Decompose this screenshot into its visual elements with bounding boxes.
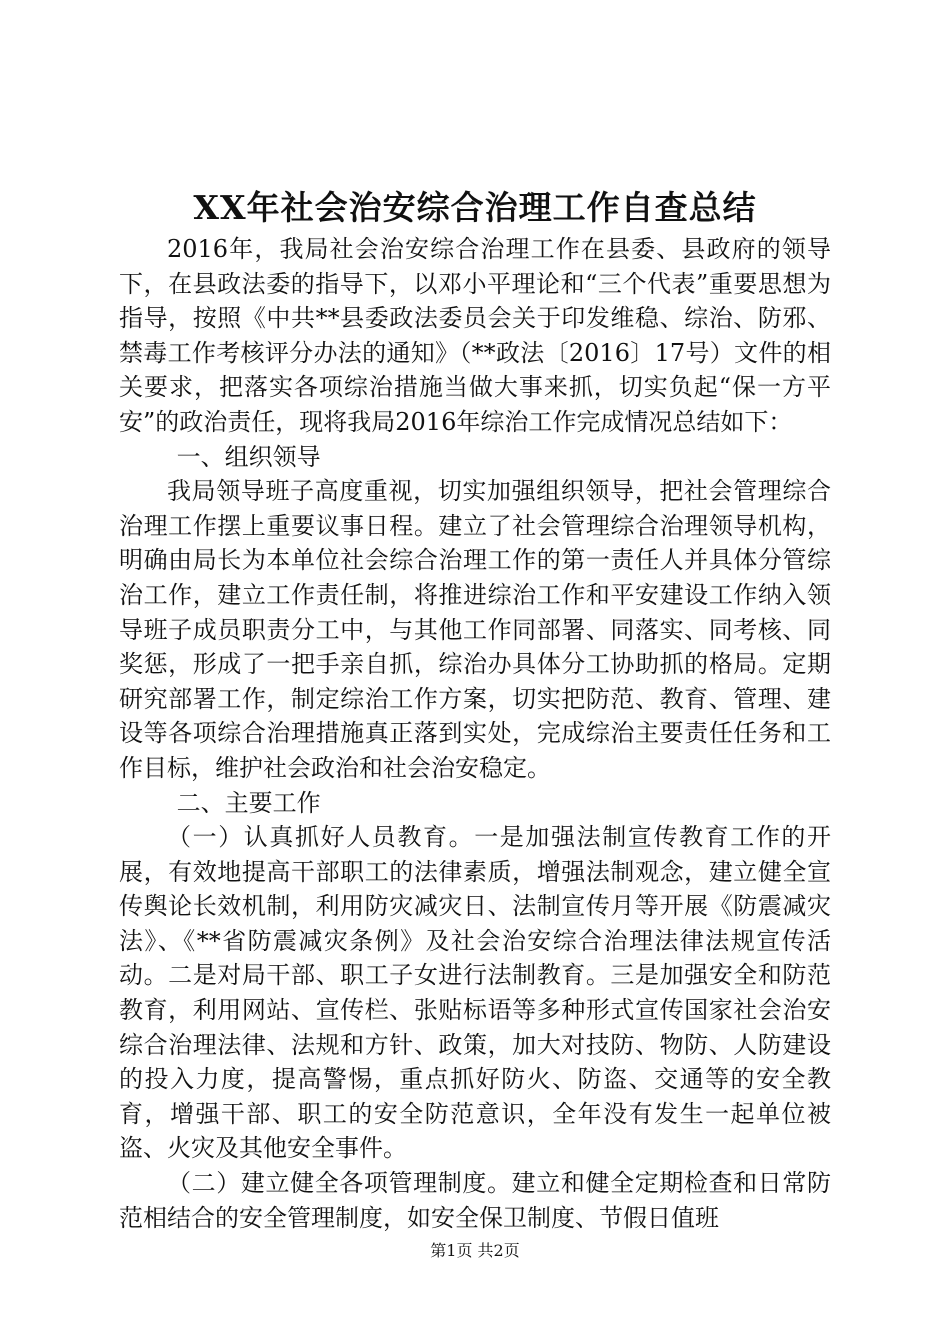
section-2-item-2-paragraph: （二）建立健全各项管理制度。建立和健全定期检查和日常防范相结合的安全管理制度，如安全保卫制度、节假日值班 (119, 1169, 831, 1232)
section-1-paragraph: 我局领导班子高度重视，切实加强组织领导，把社会管理综合治理工作摆上重要议事日程。建立了社会管理综合治理领导机构，明确由局长为本单位社会综合治理工作的第一责任人并具体分管综治工作，建立工作责任制，将推进综治工作和平安建设工作纳入领导班子成员职责分工中，与其他工作同部署、同落实、同考核、同奖惩，形成了一把手亲自抓，综治办具体分工协助抓的格局。定期研究部署工作，制定综治工作方案，切实把防范、教育、管理、建设等各项综合治理措施真正落到实处，完成综治主要责任任务和工作目标，维护社会政治和社会治安稳定。 (119, 477, 831, 782)
section-1-heading: 一、组织领导 (176, 442, 321, 471)
page-footer: 第1页 共2页 (430, 1241, 520, 1260)
document-title: XX年社会治安综合治理工作自查总结 (193, 188, 757, 227)
section-2-item-1-paragraph: （一）认真抓好人员教育。一是加强法制宣传教育工作的开展，有效地提高干部职工的法律素质，增强法制观念，建立健全宣传舆论长效机制，利用防灾减灾日、法制宣传月等开展《防震减灾法》、《**省防震减灾条例》及社会治安综合治理法律法规宣传活动。二是对局干部、职工子女进行法制教育。三是加强安全和防范教育，利用网站、宣传栏、张贴标语等多种形式宣传国家社会治安综合治理法律、法规和方针、政策，加大对技防、物防、人防建设的投入力度，提高警惕，重点抓好防火、防盗、交通等的安全教育，增强干部、职工的安全防范意识，全年没有发生一起单位被盗、火灾及其他安全事件。 (119, 823, 831, 1163)
section-2-heading: 二、主要工作 (176, 788, 321, 817)
intro-paragraph: 2016年，我局社会治安综合治理工作在县委、县政府的领导下，在县政法委的指导下，以邓小平理论和“三个代表”重要思想为指导，按照《中共**县委政法委员会关于印发维稳、综治、防邪、禁毒工作考核评分办法的通知》（**政法〔2016〕17号）文件的相关要求，把落实各项综治措施当做大事来抓，切实负起“保一方平安”的政治责任，现将我局2016年综治工作完成情况总结如下： (119, 235, 831, 436)
document-body (119, 232, 831, 1235)
